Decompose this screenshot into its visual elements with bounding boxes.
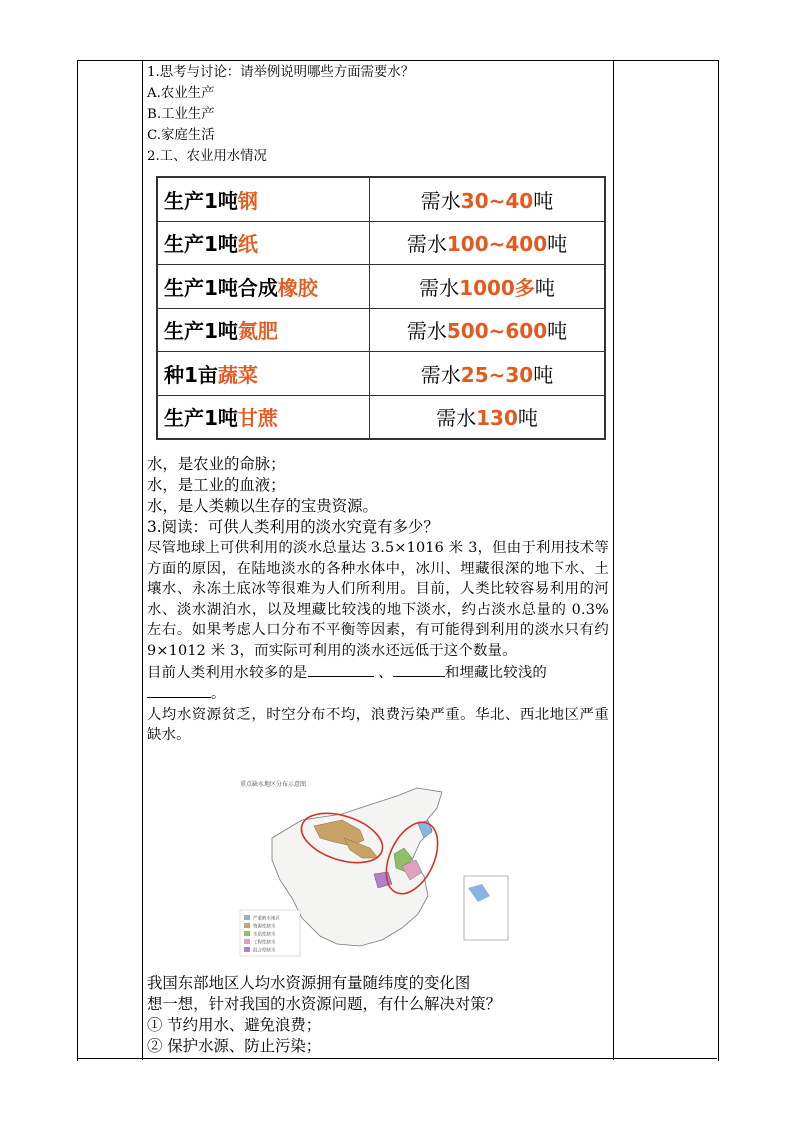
water-need-cell: 需水500~600吨 [370,308,606,352]
product-name: 纸 [237,232,258,257]
column-divider-left [142,60,143,1060]
legend-swatch [244,931,250,936]
column-divider-right [613,60,614,1060]
closing-section [147,973,609,1057]
question-3: 3.阅读：可供人类利用的淡水究竟有多少？ [147,518,439,536]
water-amount: 1000多 [459,275,535,300]
legend-label: 资源性缺水 [253,924,276,930]
water-table-row [157,221,605,265]
product-cell: 种1亩蔬菜 [157,352,370,396]
water-need-cell: 需水25~30吨 [370,352,606,396]
water-amount: 100~400 [446,232,548,257]
product-cell: 生产1吨钢 [157,177,370,221]
latitude-chart-caption: 我国东部地区人均水资源拥有量随纬度的变化图 [147,974,471,992]
reading-section [147,454,609,746]
option-a: A.农业生产 [147,86,215,101]
question-2: 2.工、农业用水情况 [147,149,267,164]
water-amount: 500~600 [446,319,548,344]
solution-1: ① 节约用水、避免浪费； [147,1016,322,1034]
water-table-row [157,265,605,309]
water-table-row [157,352,605,396]
solution-2: ② 保护水源、防止污染； [147,1037,322,1055]
question-1: 1.思考与讨论：请举例说明哪些方面需要水？ [147,65,415,80]
legend-label: 混合型缺水 [253,948,276,954]
product-name: 橡胶 [277,275,318,300]
option-b: B.工业生产 [147,107,215,122]
water-table-row [157,177,605,221]
blank-1[interactable] [308,662,374,677]
water-amount: 30~40 [460,188,534,213]
water-shortage-map [232,768,519,964]
fill-blank-line-2: 。 [147,683,609,705]
water-need-cell: 需水100~400吨 [370,221,606,265]
blank-3[interactable] [147,683,211,698]
water-table-row [157,395,605,439]
water-usage-table [156,176,606,440]
product-cell: 生产1吨甘蔗 [157,395,370,439]
water-need-cell: 需水1000多吨 [370,265,606,309]
table-bottom-border [77,1058,717,1059]
china-map-image [232,768,519,964]
statement-industry: 水，是工业的血液； [147,476,286,494]
product-name: 钢 [237,188,258,213]
legend-label: 严重缺水地区 [253,916,280,922]
product-cell: 生产1吨合成橡胶 [157,265,370,309]
statement-agriculture: 水，是农业的命脉； [147,455,286,473]
water-amount: 25~30 [460,362,534,387]
fill-blank-line: 目前人类利用水较多的是 、 和埋藏比较浅的 [147,662,609,684]
think-question: 想一想，针对我国的水资源问题，有什么解决对策？ [147,995,501,1013]
legend-swatch [244,915,250,920]
summary-paragraph: 人均水资源贫乏，时空分布不均，浪费污染严重。华北、西北地区严重缺水。 [147,706,609,744]
product-cell: 生产1吨氮肥 [157,308,370,352]
legend-swatch [244,939,250,944]
reading-paragraph: 尽管地球上可供利用的淡水总量达 3.5×1016 米 3，但由于利用技术等方面的原因，在陆地淡水的各种水体中，冰川、埋藏很深的地下水、土壤水、永冻土底冰等很难为人们所利用。目前，人类比较容易利用的河水、淡水湖泊水，以及埋藏比较浅的地下淡水，约占淡水总量的 0.3%左右。如果考虑人口分布不平衡等因素，有可能得到利用的淡水只有约 9×1012 米 3，而实际可利用的淡水还远低于这个数量。 [147,540,609,659]
water-need-cell: 需水30~40吨 [370,177,606,221]
legend-swatch [244,947,250,952]
legend-label: 水质性缺水 [253,932,276,938]
blank-2[interactable] [393,662,445,677]
option-c: C.家庭生活 [147,128,215,143]
legend-label: 工程性缺水 [253,940,276,946]
main-content [147,62,609,167]
water-table-row [157,308,605,352]
legend-swatch [244,923,250,928]
water-amount: 130 [476,406,518,431]
statement-resource: 水，是人类赖以生存的宝贵资源。 [147,497,378,515]
product-name: 氮肥 [237,319,278,344]
product-name: 甘蔗 [237,406,278,431]
map-title: 重点缺水地区分布示意图 [240,781,307,788]
product-cell: 生产1吨纸 [157,221,370,265]
product-name: 蔬菜 [217,362,258,387]
south-sea-inset [464,876,508,940]
water-need-cell: 需水130吨 [370,395,606,439]
